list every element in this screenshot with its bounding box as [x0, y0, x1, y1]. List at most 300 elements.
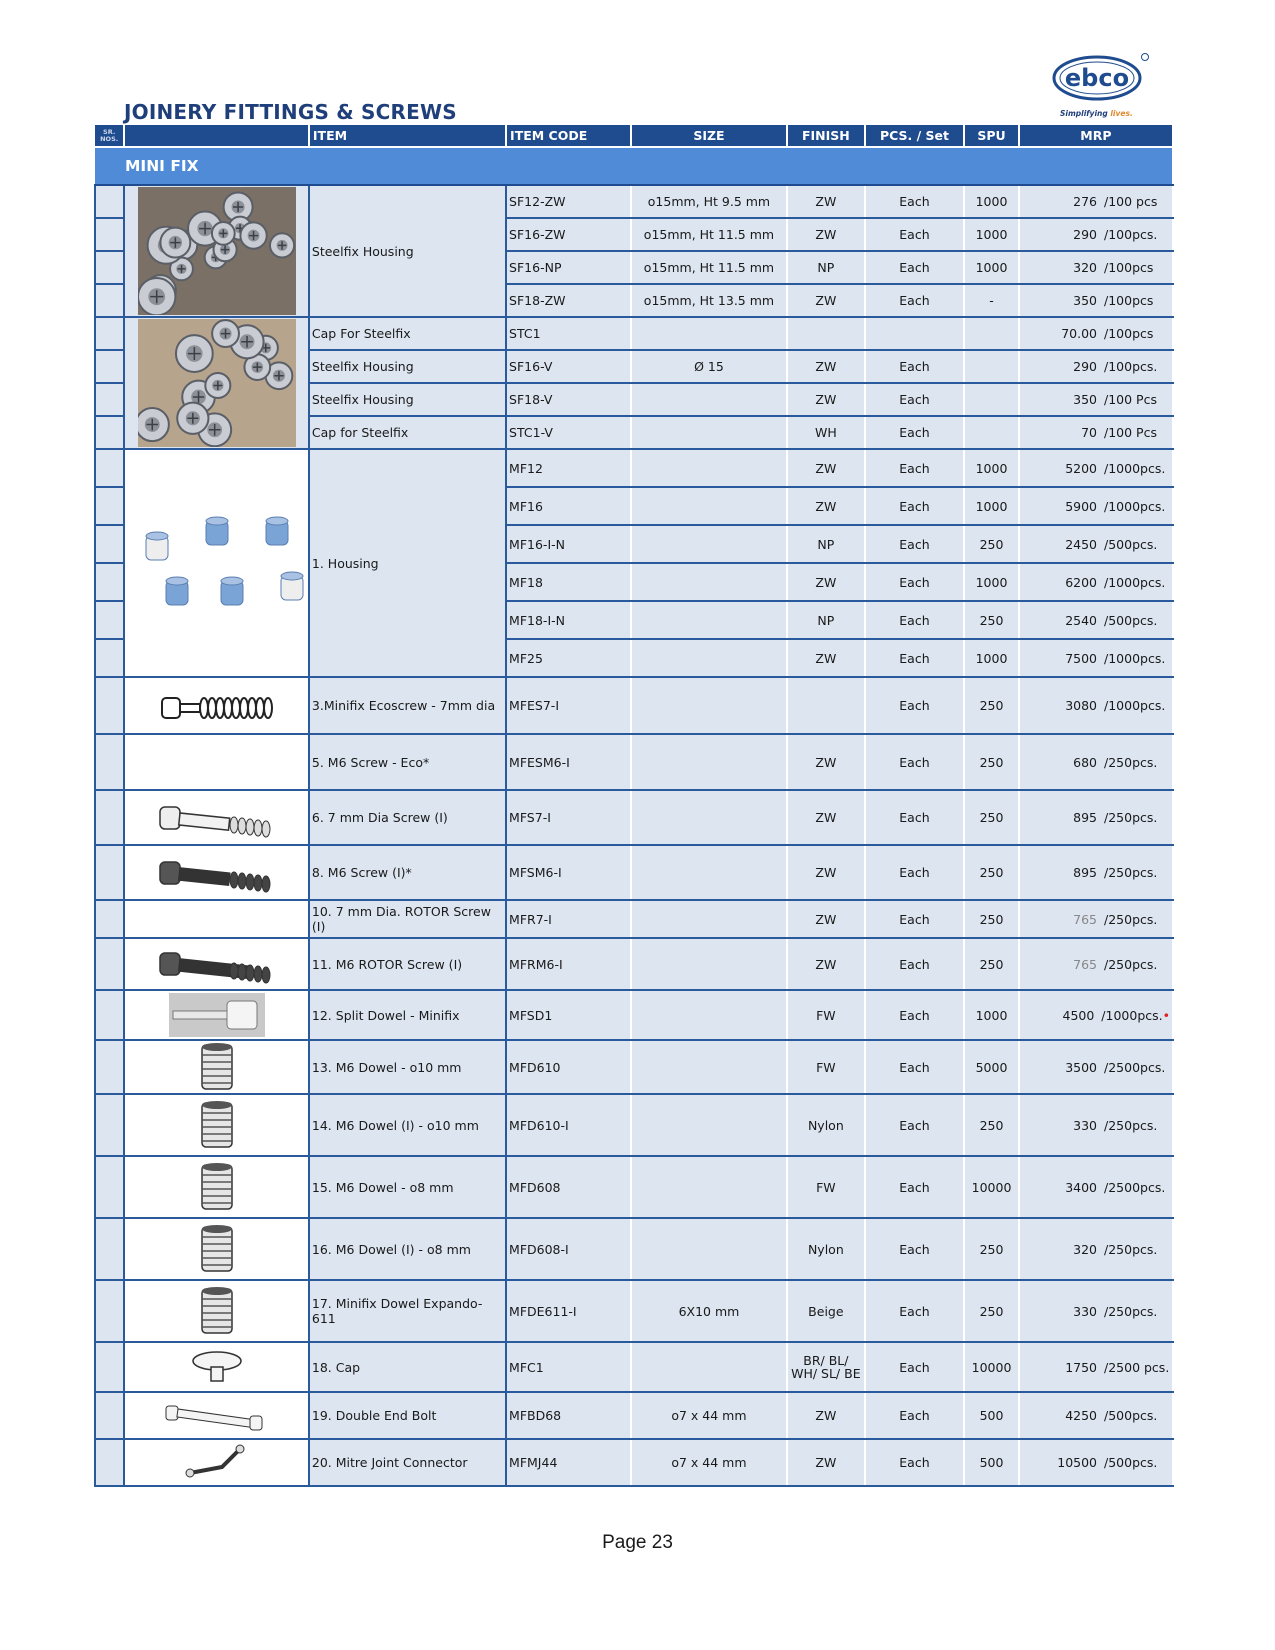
dowel-icon	[124, 1094, 309, 1156]
dowel-icon	[124, 1156, 309, 1218]
item-mrp	[1019, 218, 1173, 251]
sr-no-cell	[95, 639, 124, 677]
item-finish: ZW	[787, 350, 865, 383]
housing-icon	[124, 449, 309, 677]
mrp-value: 895	[1073, 810, 1098, 825]
item-spu: -	[964, 284, 1019, 317]
mrp-value: 70	[1081, 425, 1098, 440]
item-mrp	[1019, 251, 1173, 284]
item-size	[631, 938, 787, 990]
item-size	[631, 601, 787, 639]
steelfix-v-photo	[124, 317, 309, 449]
item-name: 14. M6 Dowel (I) - ο10 mm	[309, 1094, 506, 1156]
mrp-unit: /100pcs.	[1104, 359, 1158, 374]
item-pcs: Each	[865, 601, 965, 639]
table-row	[95, 990, 1173, 1040]
table-row	[95, 317, 1173, 350]
item-finish: ZW	[787, 487, 865, 525]
mrp-value: 330	[1073, 1303, 1098, 1319]
mrp-value: 276	[1073, 194, 1098, 209]
item-name: 12. Split Dowel - Minifix	[309, 990, 506, 1040]
item-finish	[787, 317, 865, 350]
item-name: 17. Minifix Dowel Expando-611	[309, 1280, 506, 1342]
item-code: MFRM6-I	[506, 938, 631, 990]
item-mrp	[1019, 1040, 1173, 1094]
dowel-icon	[124, 1280, 309, 1342]
item-mrp	[1019, 317, 1173, 350]
mrp-value: 3400	[1065, 1179, 1098, 1195]
item-spu: 250	[964, 734, 1019, 790]
mrp-value: 70.00	[1061, 326, 1098, 341]
sr-no-cell	[95, 790, 124, 845]
item-mrp	[1019, 601, 1173, 639]
item-mrp	[1019, 383, 1173, 416]
table-row	[95, 1439, 1173, 1486]
mrp-value: 2540	[1065, 612, 1098, 628]
item-name: Steelfix Housing	[309, 185, 506, 317]
item-spu: 1000	[964, 639, 1019, 677]
item-spu: 250	[964, 900, 1019, 938]
item-name: 1. Housing	[309, 449, 506, 677]
item-spu: 10000	[964, 1342, 1019, 1392]
ecoscrew-icon	[124, 677, 309, 734]
table-row	[95, 1040, 1173, 1094]
mrp-value: 320	[1073, 1241, 1098, 1257]
sr-no-cell	[95, 449, 124, 487]
sr-no-cell	[95, 1342, 124, 1392]
mrp-unit: /100 Pcs	[1104, 392, 1157, 407]
item-mrp	[1019, 938, 1173, 990]
item-pcs: Each	[865, 185, 965, 218]
sr-no-cell	[95, 185, 124, 218]
item-pcs: Each	[865, 1280, 965, 1342]
mrp-unit: /100 pcs	[1104, 194, 1158, 209]
header-spu: SPU	[964, 125, 1019, 147]
cap-icon	[124, 1342, 309, 1392]
item-mrp	[1019, 790, 1173, 845]
item-name: 10. 7 mm Dia. ROTOR Screw (I)	[309, 900, 506, 938]
item-size	[631, 990, 787, 1040]
item-spu: 250	[964, 1218, 1019, 1280]
item-size	[631, 1094, 787, 1156]
table-row	[95, 677, 1173, 734]
item-name: 6. 7 mm Dia Screw (I)	[309, 790, 506, 845]
sr-no-cell	[95, 990, 124, 1040]
sr-no-cell	[95, 317, 124, 350]
item-finish: ZW	[787, 218, 865, 251]
header-sr-no: SR. NOS.	[95, 125, 124, 147]
sr-no-cell	[95, 845, 124, 900]
mrp-unit: /2500pcs.	[1104, 1059, 1166, 1075]
item-size	[631, 845, 787, 900]
item-size	[631, 487, 787, 525]
item-mrp	[1019, 185, 1173, 218]
item-mrp	[1019, 563, 1173, 601]
item-spu: 10000	[964, 1156, 1019, 1218]
item-spu: 250	[964, 1094, 1019, 1156]
item-pcs: Each	[865, 990, 965, 1040]
item-pcs: Each	[865, 416, 965, 449]
mrp-unit: /2500pcs.	[1104, 1179, 1166, 1195]
item-name: 20. Mitre Joint Connector	[309, 1439, 506, 1486]
m6-screw-icon	[124, 845, 309, 900]
item-pcs: Each	[865, 1392, 965, 1439]
item-pcs: Each	[865, 734, 965, 790]
sr-no-cell	[95, 487, 124, 525]
table-row	[95, 1218, 1173, 1280]
table-row	[95, 900, 1173, 938]
sr-no-cell	[95, 1156, 124, 1218]
item-pcs: Each	[865, 677, 965, 734]
item-size	[631, 383, 787, 416]
item-spu: 250	[964, 525, 1019, 563]
mrp-unit: /250pcs.	[1104, 865, 1158, 880]
item-size	[631, 1342, 787, 1392]
item-mrp	[1019, 525, 1173, 563]
item-mrp	[1019, 350, 1173, 383]
dowel-icon	[124, 1040, 309, 1094]
item-size: ο15mm, Ht 9.5 mm	[631, 185, 787, 218]
section-row	[95, 147, 1173, 185]
mrp-value: 2450	[1065, 536, 1098, 552]
table-row	[95, 845, 1173, 900]
mrp-unit: /1000pcs.	[1104, 574, 1166, 590]
mrp-unit: /500pcs.	[1104, 1455, 1158, 1470]
mrp-value: 350	[1073, 392, 1098, 407]
mrp-value: 10500	[1057, 1455, 1098, 1470]
table-row	[95, 790, 1173, 845]
item-code: MFDE611-I	[506, 1280, 631, 1342]
item-pcs: Each	[865, 900, 965, 938]
item-size: ο15mm, Ht 13.5 mm	[631, 284, 787, 317]
item-mrp	[1019, 734, 1173, 790]
item-spu: 250	[964, 845, 1019, 900]
mrp-unit: /250pcs.	[1104, 1241, 1158, 1257]
header-mrp: MRP	[1019, 125, 1173, 147]
item-spu	[964, 383, 1019, 416]
item-code: MFBD68	[506, 1392, 631, 1439]
item-mrp	[1019, 1439, 1173, 1486]
item-pcs: Each	[865, 938, 965, 990]
section-title: MINI FIX	[95, 147, 1173, 185]
mrp-value: 6200	[1065, 574, 1098, 590]
item-spu: 1000	[964, 487, 1019, 525]
sr-no-cell	[95, 1218, 124, 1280]
item-mrp	[1019, 845, 1173, 900]
item-mrp	[1019, 1218, 1173, 1280]
item-name: Cap for Steelfix	[309, 416, 506, 449]
mrp-unit: /100pcs	[1104, 260, 1154, 275]
table-row	[95, 938, 1173, 990]
mrp-value: 3080	[1065, 698, 1098, 713]
item-spu: 250	[964, 790, 1019, 845]
item-name: 16. M6 Dowel (I) - ο8 mm	[309, 1218, 506, 1280]
item-mrp	[1019, 639, 1173, 677]
item-pcs: Each	[865, 350, 965, 383]
sr-no-cell	[95, 525, 124, 563]
item-mrp	[1019, 1342, 1173, 1392]
item-mrp	[1019, 284, 1173, 317]
header-item: ITEM	[309, 125, 506, 147]
item-mrp	[1019, 449, 1173, 487]
item-pcs: Each	[865, 1156, 965, 1218]
mrp-unit: /500pcs.	[1104, 612, 1158, 628]
item-pcs: Each	[865, 1218, 965, 1280]
item-mrp	[1019, 1392, 1173, 1439]
item-pcs: Each	[865, 1040, 965, 1094]
rotor-screw-icon	[124, 938, 309, 990]
item-code: MFD610	[506, 1040, 631, 1094]
item-size	[631, 639, 787, 677]
item-name: 15. M6 Dowel - ο8 mm	[309, 1156, 506, 1218]
sr-no-cell	[95, 734, 124, 790]
mrp-value: 320	[1073, 260, 1098, 275]
mrp-unit: /2500 pcs.	[1104, 1359, 1170, 1375]
mrp-value: 765	[1073, 956, 1098, 972]
mrp-value: 350	[1073, 293, 1098, 308]
item-finish: ZW	[787, 383, 865, 416]
item-finish: ZW	[787, 900, 865, 938]
product-table	[94, 125, 1174, 1487]
item-code: MF25	[506, 639, 631, 677]
item-finish: ZW	[787, 639, 865, 677]
item-size	[631, 677, 787, 734]
mrp-value: 5900	[1065, 498, 1098, 514]
item-mrp	[1019, 990, 1173, 1040]
sr-no-cell	[95, 1392, 124, 1439]
item-size	[631, 734, 787, 790]
sr-no-cell	[95, 1094, 124, 1156]
item-code: MF16	[506, 487, 631, 525]
item-spu: 250	[964, 938, 1019, 990]
red-marker: •	[1162, 1007, 1170, 1023]
item-code: MFD608	[506, 1156, 631, 1218]
item-finish: ZW	[787, 790, 865, 845]
item-size	[631, 449, 787, 487]
item-code: STC1	[506, 317, 631, 350]
mrp-unit: /250pcs.	[1104, 956, 1158, 972]
item-size	[631, 1218, 787, 1280]
page-number: Page 23	[602, 1532, 673, 1553]
sr-no-cell	[95, 601, 124, 639]
sr-no-cell	[95, 563, 124, 601]
item-spu	[964, 416, 1019, 449]
item-name: 13. M6 Dowel - ο10 mm	[309, 1040, 506, 1094]
item-spu: 1000	[964, 563, 1019, 601]
item-finish: BR/ BL/ WH/ SL/ BE	[787, 1342, 865, 1392]
mrp-unit: /100pcs	[1104, 326, 1154, 341]
mrp-unit: /500pcs.	[1104, 536, 1158, 552]
item-code: MFESM6-I	[506, 734, 631, 790]
sr-no-cell	[95, 938, 124, 990]
item-finish: NP	[787, 601, 865, 639]
item-name: 18. Cap	[309, 1342, 506, 1392]
table-row	[95, 1156, 1173, 1218]
item-spu: 250	[964, 677, 1019, 734]
item-code: MFSM6-I	[506, 845, 631, 900]
table-row	[95, 449, 1173, 487]
item-finish: ZW	[787, 1392, 865, 1439]
item-code: MF18-I-N	[506, 601, 631, 639]
item-size	[631, 317, 787, 350]
screw-7mm-icon	[124, 790, 309, 845]
item-code: SF18-V	[506, 383, 631, 416]
mrp-unit: /500pcs.	[1104, 1408, 1158, 1423]
item-size	[631, 1156, 787, 1218]
item-finish: Nylon	[787, 1094, 865, 1156]
item-code: MFR7-I	[506, 900, 631, 938]
sr-no-cell	[95, 251, 124, 284]
item-size: ο15mm, Ht 11.5 mm	[631, 251, 787, 284]
mrp-value: 5200	[1065, 460, 1098, 476]
item-size: 6X10 mm	[631, 1280, 787, 1342]
mrp-value: 290	[1073, 227, 1098, 242]
item-mrp	[1019, 1280, 1173, 1342]
sr-no-cell	[95, 383, 124, 416]
item-pcs: Each	[865, 383, 965, 416]
item-finish: Nylon	[787, 1218, 865, 1280]
product-image	[124, 900, 309, 938]
mrp-unit: /250pcs.	[1104, 810, 1158, 825]
item-size	[631, 1040, 787, 1094]
item-spu: 1000	[964, 218, 1019, 251]
logo-tagline: Simplifying lives.	[1060, 109, 1133, 118]
header-size: SIZE	[631, 125, 787, 147]
item-mrp	[1019, 1094, 1173, 1156]
item-code: MFD608-I	[506, 1218, 631, 1280]
item-name: 8. M6 Screw (I)*	[309, 845, 506, 900]
item-size	[631, 790, 787, 845]
mrp-unit: /1000pcs.•	[1101, 1007, 1170, 1023]
double-end-bolt-icon	[124, 1392, 309, 1439]
item-spu	[964, 350, 1019, 383]
item-finish: FW	[787, 1040, 865, 1094]
item-size	[631, 563, 787, 601]
item-spu: 1000	[964, 449, 1019, 487]
item-name: Cap For Steelfix	[309, 317, 506, 350]
item-code: SF16-ZW	[506, 218, 631, 251]
item-code: MFSD1	[506, 990, 631, 1040]
mrp-value: 1750	[1065, 1359, 1098, 1375]
mrp-unit: /250pcs.	[1104, 911, 1158, 927]
item-pcs: Each	[865, 639, 965, 677]
sr-no-cell	[95, 677, 124, 734]
item-finish	[787, 677, 865, 734]
mrp-unit: /100 Pcs	[1104, 425, 1157, 440]
item-finish: ZW	[787, 185, 865, 218]
item-code: MF16-I-N	[506, 525, 631, 563]
item-name: Steelfix Housing	[309, 350, 506, 383]
item-mrp	[1019, 1156, 1173, 1218]
item-spu: 500	[964, 1392, 1019, 1439]
item-finish: FW	[787, 1156, 865, 1218]
table-header-row	[95, 125, 1173, 147]
item-pcs: Each	[865, 845, 965, 900]
item-finish: NP	[787, 525, 865, 563]
item-spu: 1000	[964, 185, 1019, 218]
item-pcs: Each	[865, 487, 965, 525]
item-finish: ZW	[787, 284, 865, 317]
item-spu: 250	[964, 1280, 1019, 1342]
sr-no-cell	[95, 900, 124, 938]
mrp-value: 680	[1073, 754, 1098, 770]
item-pcs: Each	[865, 1094, 965, 1156]
item-pcs: Each	[865, 449, 965, 487]
item-code: SF16-V	[506, 350, 631, 383]
item-finish: ZW	[787, 1439, 865, 1486]
item-pcs: Each	[865, 790, 965, 845]
mrp-unit: /100pcs	[1104, 293, 1154, 308]
sr-no-cell	[95, 1040, 124, 1094]
mrp-unit: /1000pcs.	[1104, 698, 1166, 713]
mrp-value: 4250	[1065, 1408, 1098, 1423]
item-finish: Beige	[787, 1280, 865, 1342]
table-row	[95, 185, 1173, 218]
mitre-connector-icon	[124, 1439, 309, 1486]
item-size	[631, 416, 787, 449]
split-dowel-icon	[124, 990, 309, 1040]
item-size: ο7 x 44 mm	[631, 1439, 787, 1486]
sr-no-cell	[95, 218, 124, 251]
item-finish: WH	[787, 416, 865, 449]
item-size	[631, 525, 787, 563]
item-code: MFD610-I	[506, 1094, 631, 1156]
item-mrp	[1019, 900, 1173, 938]
item-spu: 1000	[964, 990, 1019, 1040]
item-spu: 500	[964, 1439, 1019, 1486]
mrp-unit: /1000pcs.	[1104, 460, 1166, 476]
sr-no-cell	[95, 1280, 124, 1342]
product-image	[124, 734, 309, 790]
table-row	[95, 1342, 1173, 1392]
svg-text:ebco: ebco	[1064, 64, 1130, 92]
mrp-value: 330	[1073, 1117, 1098, 1133]
mrp-unit: /250pcs.	[1104, 1117, 1158, 1133]
item-code: STC1-V	[506, 416, 631, 449]
item-finish: ZW	[787, 734, 865, 790]
sr-no-cell	[95, 1439, 124, 1486]
item-pcs: Each	[865, 1439, 965, 1486]
item-mrp	[1019, 416, 1173, 449]
item-finish: ZW	[787, 938, 865, 990]
steelfix-photo	[124, 185, 309, 317]
mrp-value: 3500	[1065, 1059, 1098, 1075]
item-spu: 5000	[964, 1040, 1019, 1094]
mrp-unit: /100pcs.	[1104, 227, 1158, 242]
item-pcs: Each	[865, 563, 965, 601]
item-finish: FW	[787, 990, 865, 1040]
item-name: 5. M6 Screw - Eco*	[309, 734, 506, 790]
mrp-value: 765	[1073, 911, 1098, 927]
item-size: Ø 15	[631, 350, 787, 383]
sr-no-cell	[95, 350, 124, 383]
item-code: MF12	[506, 449, 631, 487]
item-mrp	[1019, 487, 1173, 525]
item-name: 3.Minifix Ecoscrew - 7mm dia	[309, 677, 506, 734]
item-pcs: Each	[865, 525, 965, 563]
sr-no-cell	[95, 416, 124, 449]
item-name: 19. Double End Bolt	[309, 1392, 506, 1439]
mrp-value: 895	[1073, 865, 1098, 880]
table-row	[95, 1392, 1173, 1439]
item-finish: ZW	[787, 845, 865, 900]
item-code: MFC1	[506, 1342, 631, 1392]
item-code: SF18-ZW	[506, 284, 631, 317]
item-code: MFMJ44	[506, 1439, 631, 1486]
item-size: ο15mm, Ht 11.5 mm	[631, 218, 787, 251]
item-pcs: Each	[865, 1342, 965, 1392]
item-size: ο7 x 44 mm	[631, 1392, 787, 1439]
